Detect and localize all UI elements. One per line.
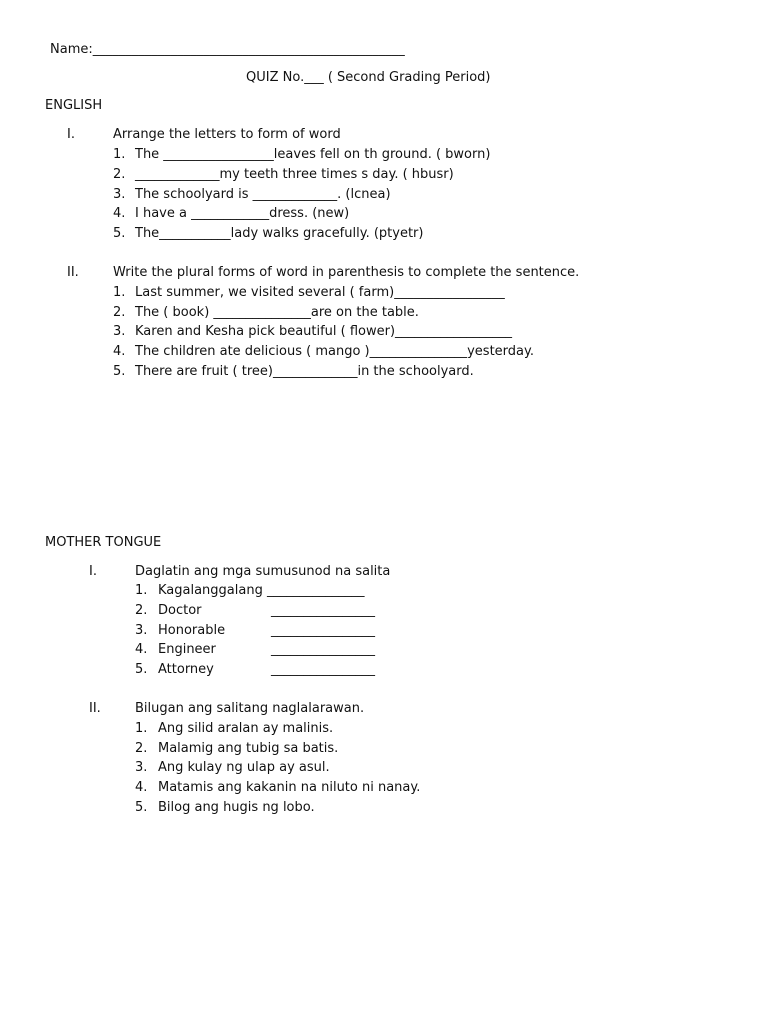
answer-blank: ________________ bbox=[271, 662, 375, 677]
quiz-title: QUIZ No.___ ( Second Grading Period) bbox=[246, 70, 491, 85]
list-item-number: 3. bbox=[135, 760, 148, 775]
list-item: The ( book) _______________are on the table. bbox=[135, 305, 419, 320]
list-item: Ang kulay ng ulap ay asul. bbox=[158, 760, 330, 775]
english-part2-numeral: II. bbox=[67, 265, 79, 280]
list-item-number: 5. bbox=[135, 662, 148, 677]
list-item-number: 2. bbox=[113, 167, 126, 182]
list-item-number: 4. bbox=[113, 344, 126, 359]
list-item: The___________lady walks gracefully. (ptyetr) bbox=[135, 226, 424, 241]
english-part1-instruction: Arrange the letters to form of word bbox=[113, 127, 341, 142]
list-item: _____________my teeth three times s day. ( hbusr) bbox=[135, 167, 454, 182]
list-item: Attorney bbox=[158, 662, 214, 677]
list-item-number: 2. bbox=[135, 603, 148, 618]
mother-tongue-heading: MOTHER TONGUE bbox=[45, 535, 162, 550]
answer-blank: ________________ bbox=[271, 623, 375, 638]
list-item-number: 4. bbox=[135, 780, 148, 795]
list-item-number: 1. bbox=[113, 147, 126, 162]
list-item: Doctor bbox=[158, 603, 202, 618]
mt-part2-numeral: II. bbox=[89, 701, 101, 716]
list-item-number: 4. bbox=[113, 206, 126, 221]
list-item: The _________________leaves fell on th ground. ( bworn) bbox=[135, 147, 491, 162]
list-item: Malamig ang tubig sa batis. bbox=[158, 741, 339, 756]
list-item-number: 5. bbox=[135, 800, 148, 815]
english-heading: ENGLISH bbox=[45, 98, 103, 113]
list-item-number: 1. bbox=[135, 583, 148, 598]
list-item: The schoolyard is _____________. (lcnea) bbox=[135, 187, 391, 202]
list-item-number: 5. bbox=[113, 226, 126, 241]
english-part2-instruction: Write the plural forms of word in parenthesis to complete the sentence. bbox=[113, 265, 580, 280]
list-item: Karen and Kesha pick beautiful ( flower)__________________ bbox=[135, 324, 513, 339]
list-item: Engineer bbox=[158, 642, 216, 657]
name-line: Name:________________________________________________ bbox=[50, 42, 405, 57]
list-item: Kagalanggalang _______________ bbox=[158, 583, 365, 598]
list-item: The children ate delicious ( mango )_______________yesterday. bbox=[135, 344, 534, 359]
list-item: Last summer, we visited several ( farm)_________________ bbox=[135, 285, 505, 300]
list-item-number: 4. bbox=[135, 642, 148, 657]
list-item-number: 2. bbox=[113, 305, 126, 320]
english-part1-numeral: I. bbox=[67, 127, 75, 142]
list-item: I have a ____________dress. (new) bbox=[135, 206, 350, 221]
list-item-number: 2. bbox=[135, 741, 148, 756]
list-item-number: 3. bbox=[135, 623, 148, 638]
list-item: Honorable bbox=[158, 623, 226, 638]
list-item-number: 1. bbox=[135, 721, 148, 736]
mt-part2-instruction: Bilugan ang salitang naglalarawan. bbox=[135, 701, 365, 716]
list-item: Ang silid aralan ay malinis. bbox=[158, 721, 334, 736]
list-item: Matamis ang kakanin na niluto ni nanay. bbox=[158, 780, 421, 795]
list-item-number: 5. bbox=[113, 364, 126, 379]
answer-blank: ________________ bbox=[271, 603, 375, 618]
mt-part1-numeral: I. bbox=[89, 564, 97, 579]
list-item: Bilog ang hugis ng lobo. bbox=[158, 800, 315, 815]
list-item-number: 3. bbox=[113, 324, 126, 339]
answer-blank: ________________ bbox=[271, 642, 375, 657]
list-item-number: 3. bbox=[113, 187, 126, 202]
list-item-number: 1. bbox=[113, 285, 126, 300]
mt-part1-instruction: Daglatin ang mga sumusunod na salita bbox=[135, 564, 391, 579]
list-item: There are fruit ( tree)_____________in the schoolyard. bbox=[135, 364, 474, 379]
